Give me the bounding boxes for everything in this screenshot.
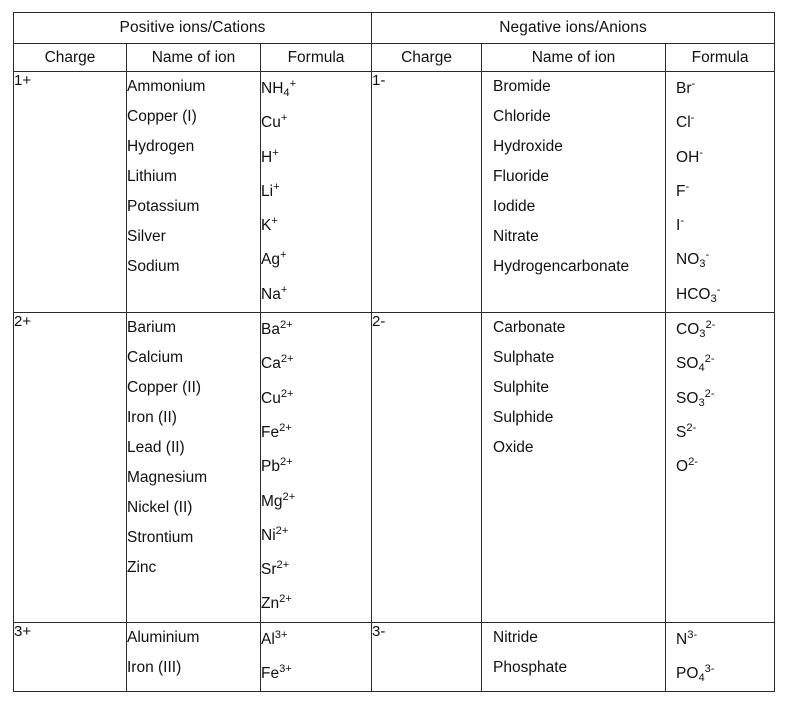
cell-anion-names [482, 622, 666, 692]
column-header-name-cations: Name of ion [127, 44, 261, 72]
ion-name: Fluoride [493, 168, 550, 185]
ion-name: Barium [127, 319, 177, 337]
ion-name: Ammonium [127, 78, 206, 95]
ion-formula: $Zn^{2+}$ [261, 593, 292, 613]
ion-name: Strontium [127, 529, 194, 547]
ion-name: Sulphide [493, 409, 554, 427]
ion-formula: $Pb^{2+}$ [261, 456, 293, 476]
ion-table-container [13, 12, 774, 697]
cell-anion-formulas [666, 313, 775, 623]
cell-anion-charge: 1- [372, 72, 482, 313]
ion-name: Hydroxide [493, 138, 563, 155]
group-header-anions: Negative ions/Anions [372, 13, 775, 44]
ion-formula: $Cu^{2+}$ [261, 387, 294, 407]
column-header-charge-anions: Charge [372, 44, 482, 72]
ion-name: Copper (II) [127, 379, 202, 397]
ion-name: Chloride [493, 108, 551, 125]
ion-formula: I- [676, 215, 685, 235]
ion-name: Sodium [127, 258, 180, 275]
ion-name: Zinc [127, 559, 157, 577]
ion-name: Iron (II) [127, 409, 177, 427]
ion-formula: Br- [676, 78, 696, 97]
cell-anion-formulas [666, 622, 775, 692]
table-row [14, 72, 775, 313]
ion-formula: $Fe^{3+}$ [261, 663, 292, 683]
cell-anion-names [482, 72, 666, 313]
table-header [14, 13, 775, 72]
ion-formula: OH- [676, 146, 703, 166]
ion-name: Potassium [127, 198, 200, 215]
ion-name: Aluminium [127, 628, 200, 646]
ion-formula: K+ [261, 215, 278, 235]
ion-formula: H+ [261, 146, 279, 166]
cell-cation-charge: 1+ [14, 72, 127, 313]
ion-formula: Cu+ [261, 112, 288, 132]
ion-name: Iodide [493, 198, 536, 215]
ion-formula: $SO_4^{2-}$ [676, 353, 715, 375]
group-header-cations: Positive ions/Cations [14, 13, 372, 44]
group-header-row [14, 13, 775, 44]
ion-formula: Li+ [261, 181, 280, 200]
column-header-formula-cations: Formula [261, 44, 372, 72]
cell-cation-names [127, 313, 261, 623]
cell-anion-charge: 3- [372, 622, 482, 692]
ion-name: Sulphate [493, 349, 555, 367]
ion-name: Oxide [493, 439, 534, 457]
ion-formula: F- [676, 181, 690, 200]
ion-name: Lithium [127, 168, 177, 185]
cell-cation-charge: 2+ [14, 313, 127, 623]
ion-name: Carbonate [493, 319, 566, 337]
ion-name: Silver [127, 228, 166, 245]
ion-name: Magnesium [127, 469, 208, 487]
ion-name: Lead (II) [127, 439, 185, 457]
column-header-charge-cations: Charge [14, 44, 127, 72]
ion-formula: $Ni^{2+}$ [261, 525, 289, 544]
cell-cation-formulas [261, 622, 372, 692]
ion-name: Phosphate [493, 658, 568, 676]
ion-formula: Cl- [676, 112, 695, 132]
ion-name: Nitrate [493, 228, 539, 245]
ion-name: Hydrogencarbonate [493, 258, 630, 275]
ion-formula: $NO_3^-$ [676, 249, 710, 271]
cell-cation-charge: 3+ [14, 622, 127, 692]
table-row [14, 622, 775, 692]
ion-formula: $Fe^{2+}$ [261, 422, 292, 441]
ion-formula: $Al^{3+}$ [261, 628, 288, 648]
cell-cation-formulas [261, 72, 372, 313]
column-header-row [14, 44, 775, 72]
ion-name: Bromide [493, 78, 551, 95]
ion-name: Nickel (II) [127, 499, 193, 517]
ion-formula: $Ca^{2+}$ [261, 353, 294, 373]
ion-name: Calcium [127, 349, 183, 367]
ion-formula: $Mg^{2+}$ [261, 490, 296, 510]
table-row [14, 313, 775, 623]
ion-formula: $N^{3-}$ [676, 628, 698, 648]
column-header-formula-anions: Formula [666, 44, 775, 72]
ion-name: Copper (I) [127, 108, 197, 125]
ion-formula: $Ba^{2+}$ [261, 319, 293, 339]
ion-name: Iron (III) [127, 658, 182, 676]
cell-anion-formulas [666, 72, 775, 313]
ion-formula: $CO_3^{2-}$ [676, 319, 716, 341]
ion-formula: $SO_3^{2-}$ [676, 387, 715, 409]
ion-formula: $S^{2-}$ [676, 422, 697, 441]
ion-formula: $HCO_3^-$ [676, 283, 721, 305]
ion-name: Sulphite [493, 379, 550, 397]
ion-formula: $PO_4^{3-}$ [676, 663, 715, 685]
cell-cation-names [127, 622, 261, 692]
cell-anion-names [482, 313, 666, 623]
ion-formula: Ag+ [261, 249, 287, 269]
cell-cation-names [127, 72, 261, 313]
common-ions-table [13, 12, 775, 692]
ion-name: Hydrogen [127, 138, 195, 155]
ion-formula: $O^{2-}$ [676, 456, 699, 476]
table-body [14, 72, 775, 692]
cell-anion-charge: 2- [372, 313, 482, 623]
ion-formula: Na+ [261, 283, 288, 303]
cell-cation-formulas [261, 313, 372, 623]
ion-formula: $Sr^{2+}$ [261, 559, 290, 579]
ion-formula: $NH_4^+$ [261, 78, 297, 100]
ion-name: Nitride [493, 628, 538, 646]
column-header-name-anions: Name of ion [482, 44, 666, 72]
